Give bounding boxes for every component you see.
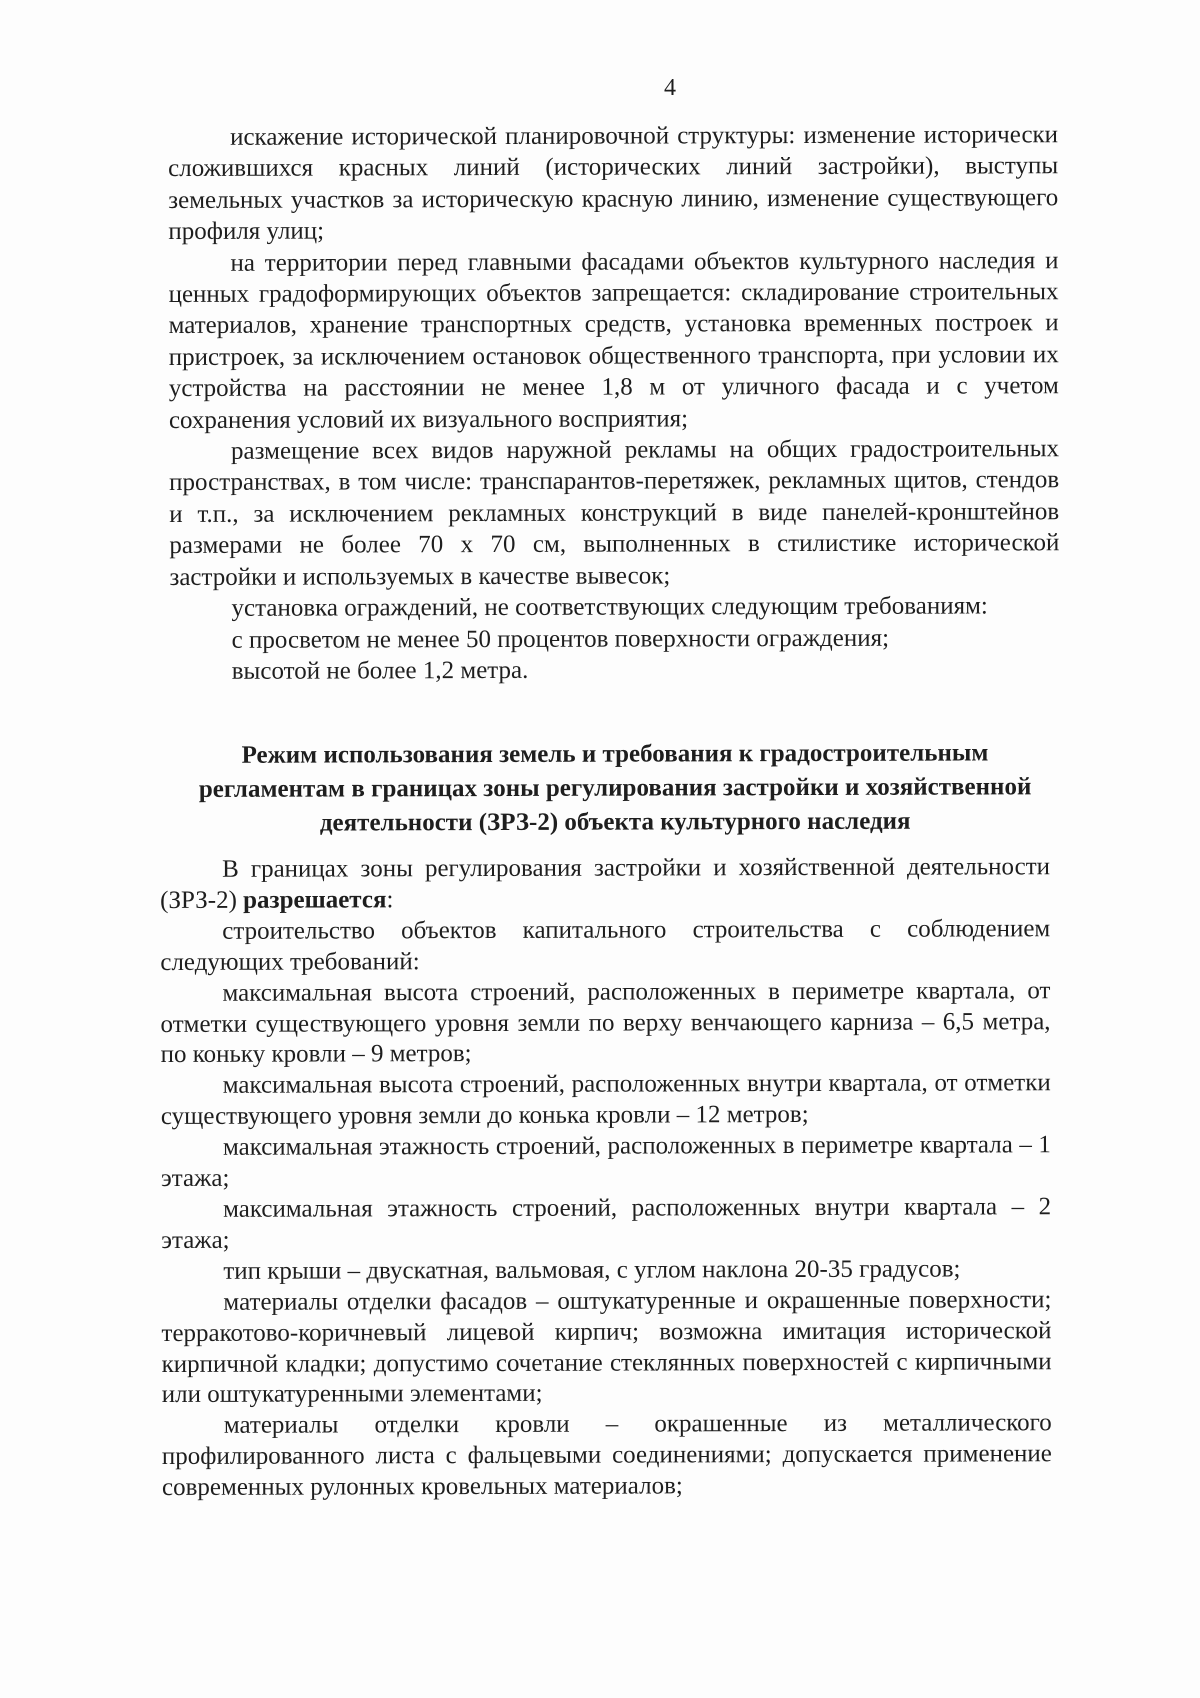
page-number: 4: [664, 75, 676, 101]
paragraph: максимальная высота строений, расположенных внутри квартала, от отметки существующего уровня земли до конька кровли – 12 метров;: [160, 1069, 1051, 1131]
intro-bold: разрешается: [243, 886, 387, 914]
paragraph: материалы отделки кровли – окрашенные из металлического профилированного листа с фальцевыми соединениями; допускается применение современных рулонных кровельных материалов;: [161, 1409, 1052, 1502]
paragraph: на территории перед главными фасадами объектов культурного наследия и ценных градоформирующих объектов запрещается: складирование строительных материалов, хранение транспортных средств, установка временных построек и пристроек, за исключением остановок общественного транспорта, при условии их устройства на расстоянии не менее 1,8 м от уличного фасада и с учетом сохранения условий их визуального восприятия;: [168, 246, 1059, 434]
intro-text: В границах зоны регулирования застройки и хозяйственной деятельности (ЗРЗ-2): [160, 853, 1051, 914]
paragraph: установка ограждений, не соответствующих следующим требованиям:: [231, 592, 988, 622]
paragraph: максимальная высота строений, расположенных в периметре квартала, от отметки существующего уровня земли по верху венчающего карниза – 6,5 метра, по коньку кровли – 9 метров;: [160, 976, 1051, 1069]
paragraph: искажение исторической планировочной структуры: изменение исторически сложившихся красных линий (исторических линий застройки), выступы земельных участков за историческую красную линию, изменение существующего профиля улиц;: [168, 121, 1059, 246]
paragraph: высотой не более 1,2 метра.: [231, 656, 529, 685]
paragraph: максимальная этажность строений, расположенных в периметре квартала – 1 этажа;: [160, 1131, 1051, 1193]
zrz2-permissions-section: [160, 852, 1052, 1504]
paragraph: материалы отделки фасадов – оштукатуренные и окрашенные поверхности; терракотово-коричневый лицевой кирпич; возможна имитация исторической кирпичной кладки; допустимо сочетание стеклянных поверхностей с кирпичными или оштукатуренными элементами;: [161, 1285, 1052, 1409]
paragraph: тип крыши – двускатная, вальмовая, с углом наклона 20-35 градусов;: [223, 1255, 961, 1285]
restrictions-section: [168, 119, 1060, 841]
intro-paragraph: [160, 852, 1050, 917]
paragraph: размещение всех видов наружной рекламы на общих градостроительных пространствах, в том числе: транспарантов-перетяжек, рекламных щитов, стендов и т.п., за исключением рекламных конструкций в виде панелей-кронштейнов размерами не более 70 х 70 см, выполненных в стилистике исторической застройки и используемых в качестве вывесок;: [169, 435, 1060, 591]
intro-colon: :: [386, 886, 394, 914]
paragraph: максимальная этажность строений, расположенных внутри квартала – 2 этажа;: [161, 1193, 1052, 1254]
section-heading: Режим использования земель и требования к градостроительным регламентам в границах зоны регулирования застройки и хозяйственной деятельности (ЗРЗ-2) объекта культурного наследия: [198, 739, 1032, 837]
paragraph: строительство объектов капитального строительства с соблюдением следующих требований:: [160, 915, 1051, 976]
paragraph: с просветом не менее 50 процентов поверхности ограждения;: [231, 624, 890, 654]
